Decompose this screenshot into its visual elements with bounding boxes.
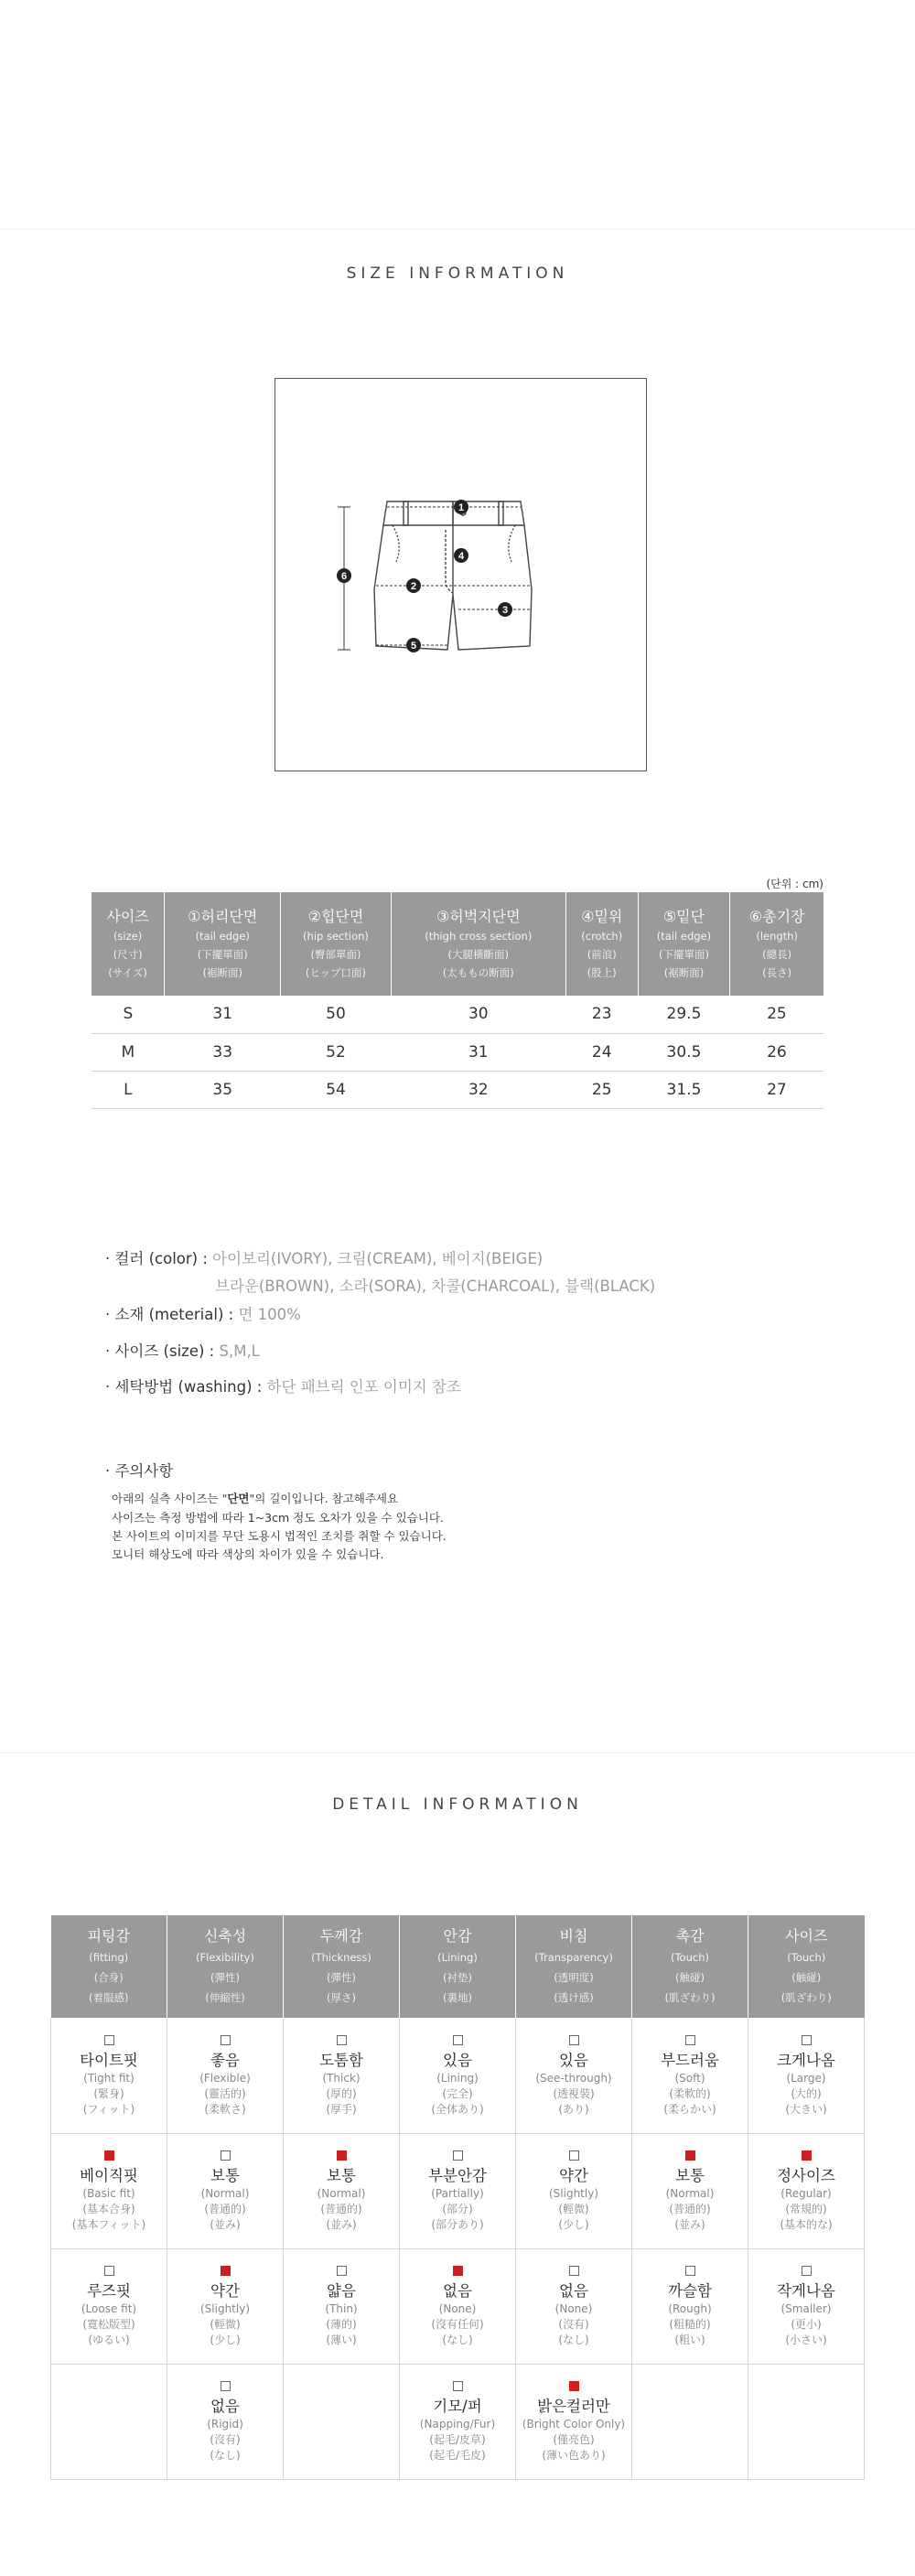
- option-sublabel: (Smaller): [780, 2302, 832, 2315]
- unchecked-box-icon: [104, 2266, 114, 2276]
- table-cell: 33: [165, 1033, 281, 1071]
- notice-title: · 주의사항: [105, 1462, 174, 1480]
- header-size: 사이즈 (size) (尺寸) (サイズ): [92, 892, 165, 996]
- option-sublabel: (薄的): [326, 2318, 357, 2331]
- option-sublabel: (沒有任何): [431, 2318, 484, 2331]
- option-label: 밝은컬러만: [537, 2398, 610, 2415]
- detail-table-row: [51, 2364, 865, 2479]
- option-label: 기모/퍼: [433, 2398, 482, 2415]
- option-sublabel: (Rigid): [207, 2418, 243, 2430]
- header-crotch: ④밑위 (crotch) (前浪) (股上): [565, 892, 638, 996]
- checked-box-icon: [337, 2150, 347, 2161]
- option-sublabel: (起毛/皮草): [429, 2433, 486, 2446]
- table-cell: 30: [391, 996, 565, 1033]
- option-sublabel: (大きい): [785, 2102, 827, 2116]
- marker-4: 4: [458, 551, 465, 562]
- option-sublabel: (輕微): [210, 2318, 241, 2331]
- option-label: 약간: [559, 2167, 588, 2184]
- checked-box-icon: [569, 2381, 579, 2391]
- size-value: S,M,L: [219, 1342, 260, 1360]
- detail-option-cell: [284, 2018, 400, 2133]
- detail-option-cell: [516, 2364, 632, 2479]
- detail-option-cell: [167, 2133, 284, 2248]
- checked-box-icon: [453, 2266, 463, 2276]
- option-sublabel: (薄い): [326, 2333, 357, 2346]
- option-sublabel: (普通的): [669, 2203, 711, 2215]
- detail-option-cell: [748, 2133, 865, 2248]
- option-sublabel: (フィット): [82, 2102, 135, 2116]
- color-value: 아이보리(IVORY), 크림(CREAM), 베이지(BEIGE): [212, 1250, 544, 1267]
- detail-table-row: [51, 2133, 865, 2248]
- option-sublabel: (常規的): [785, 2203, 827, 2215]
- option-label: 보통: [210, 2167, 240, 2184]
- detail-option-cell: [400, 2018, 516, 2133]
- header-flexibility: 신축성 (Flexibility) (彈性) (伸縮性): [167, 1915, 284, 2018]
- marker-5: 5: [410, 641, 417, 652]
- option-sublabel: (粗糙的): [669, 2318, 711, 2331]
- option-label: 루즈핏: [87, 2282, 131, 2300]
- unchecked-box-icon: [685, 2266, 695, 2276]
- option-label: 없음: [443, 2282, 472, 2300]
- option-label: 타이트핏: [80, 2051, 138, 2069]
- option-sublabel: (Normal): [317, 2187, 366, 2200]
- detail-option-cell: [748, 2248, 865, 2364]
- option-sublabel: (Slightly): [548, 2187, 598, 2200]
- option-sublabel: (緊身): [93, 2086, 124, 2100]
- table-cell: S: [92, 996, 165, 1033]
- option-sublabel: (少し): [210, 2333, 241, 2346]
- unchecked-box-icon: [453, 2150, 463, 2161]
- header-fitting: 피팅감 (fitting) (合身) (着服感): [51, 1915, 167, 2018]
- option-label: 없음: [210, 2398, 240, 2415]
- unchecked-box-icon: [337, 2035, 347, 2045]
- detail-option-cell: [400, 2133, 516, 2248]
- option-sublabel: (Basic fit): [82, 2187, 135, 2200]
- unchecked-box-icon: [802, 2266, 812, 2276]
- notice-line-2: 사이즈는 측정 방법에 따라 1~3cm 정도 오차가 있을 수 있습니다.: [112, 1511, 444, 1525]
- option-sublabel: (Thin): [325, 2302, 358, 2315]
- color-info: [105, 1246, 543, 1268]
- detail-option-cell: [400, 2248, 516, 2364]
- unchecked-box-icon: [221, 2035, 231, 2045]
- option-sublabel: (None): [554, 2302, 593, 2315]
- option-sublabel: (完全): [442, 2086, 473, 2100]
- detail-table: [50, 1915, 865, 2480]
- table-cell: 32: [391, 1071, 565, 1108]
- option-label: 도톰함: [319, 2051, 363, 2069]
- option-sublabel: (基本的な): [780, 2218, 833, 2231]
- table-cell: 24: [565, 1033, 638, 1071]
- marker-1: 1: [458, 502, 465, 513]
- option-sublabel: (部分あり): [431, 2218, 484, 2231]
- unchecked-box-icon: [337, 2266, 347, 2276]
- option-sublabel: (輕微): [558, 2203, 589, 2215]
- unit-label: (단위 : cm): [766, 878, 824, 890]
- unchecked-box-icon: [569, 2035, 579, 2045]
- option-label: 보통: [675, 2167, 705, 2184]
- color-value-line2: 브라운(BROWN), 소라(SORA), 차콜(CHARCOAL), 블랙(BLACK): [215, 1277, 656, 1295]
- unchecked-box-icon: [685, 2035, 695, 2045]
- detail-option-cell: [51, 2133, 167, 2248]
- option-sublabel: (See-through): [535, 2071, 612, 2085]
- option-sublabel: (普通的): [320, 2203, 362, 2215]
- unchecked-box-icon: [104, 2035, 114, 2045]
- notice-line-4: 모니터 해상도에 따라 색상의 차이가 있을 수 있습니다.: [112, 1547, 384, 1561]
- detail-option-cell: [167, 2018, 284, 2133]
- option-sublabel: (大的): [791, 2086, 822, 2100]
- option-label: 부드러움: [661, 2051, 719, 2069]
- option-sublabel: (基本合身): [82, 2203, 135, 2215]
- option-sublabel: (Soft): [674, 2071, 705, 2085]
- header-hem: ⑤밑단 (tail edge) (下擺單面) (裾断面): [638, 892, 730, 996]
- size-table-header: [92, 892, 824, 996]
- option-sublabel: (None): [438, 2302, 477, 2315]
- header-transparency: 비침 (Transparency) (透明度) (透け感): [516, 1915, 632, 2018]
- checked-box-icon: [685, 2150, 695, 2161]
- option-sublabel: (Regular): [780, 2187, 832, 2200]
- option-label: 있음: [559, 2051, 588, 2069]
- header-waist: ①허리단면 (tail edge) (下擺單面) (裾断面): [165, 892, 281, 996]
- option-label: 크게나옴: [777, 2051, 835, 2069]
- detail-section-title: DETAIL INFORMATION: [332, 1795, 583, 1814]
- checked-box-icon: [221, 2266, 231, 2276]
- top-divider: [0, 229, 915, 230]
- detail-option-cell: [400, 2364, 516, 2479]
- detail-option-cell: [632, 2018, 748, 2133]
- size-section-title: SIZE INFORMATION: [346, 264, 569, 283]
- color-label: · 컬러 (color) :: [105, 1250, 208, 1267]
- option-sublabel: (柔軟さ): [204, 2102, 246, 2116]
- option-label: 작게나옴: [777, 2282, 835, 2300]
- table-row: [92, 1033, 824, 1071]
- detail-table-header: [51, 1915, 865, 2018]
- marker-3: 3: [501, 605, 509, 616]
- option-sublabel: (薄い色あり): [542, 2449, 606, 2462]
- option-sublabel: (寛松版型): [82, 2318, 135, 2331]
- checked-box-icon: [104, 2150, 114, 2161]
- table-cell: 31: [391, 1033, 565, 1071]
- table-cell: 27: [730, 1071, 824, 1108]
- option-sublabel: (並み): [674, 2218, 705, 2231]
- detail-option-cell: [51, 2018, 167, 2133]
- option-sublabel: (Napping/Fur): [419, 2418, 496, 2430]
- option-sublabel: (Tight fit): [83, 2071, 135, 2085]
- table-cell: 25: [565, 1071, 638, 1108]
- size-info: [105, 1339, 260, 1361]
- option-label: 얇음: [327, 2282, 356, 2300]
- option-sublabel: (少し): [558, 2218, 589, 2231]
- option-label: 부분안감: [428, 2167, 487, 2184]
- option-sublabel: (粗い): [674, 2333, 705, 2346]
- table-cell: 25: [730, 996, 824, 1033]
- option-sublabel: (厚的): [326, 2086, 357, 2100]
- header-size-fit: 사이즈 (Touch) (触碰) (肌ざわり): [748, 1915, 865, 2018]
- detail-option-cell: [632, 2248, 748, 2364]
- option-sublabel: (小さい): [785, 2333, 827, 2346]
- option-sublabel: (普通的): [204, 2203, 246, 2215]
- option-sublabel: (沒有): [558, 2318, 589, 2331]
- option-sublabel: (Slightly): [199, 2302, 250, 2315]
- table-cell: 31: [165, 996, 281, 1033]
- detail-option-cell: [748, 2018, 865, 2133]
- option-sublabel: (更小): [791, 2318, 822, 2331]
- detail-option-cell: [516, 2133, 632, 2248]
- table-cell: M: [92, 1033, 165, 1071]
- detail-table-row: [51, 2018, 865, 2133]
- marker-6: 6: [340, 571, 348, 582]
- option-sublabel: (あり): [558, 2102, 589, 2116]
- material-info: [105, 1302, 301, 1324]
- header-lining: 안감 (Lining) (衬垫) (裏地): [400, 1915, 516, 2018]
- option-label: 정사이즈: [777, 2167, 835, 2184]
- washing-info: [105, 1374, 461, 1396]
- option-sublabel: (Normal): [665, 2187, 715, 2200]
- option-sublabel: (Partially): [431, 2187, 484, 2200]
- detail-option-cell: [167, 2248, 284, 2364]
- option-sublabel: (全体あり): [431, 2102, 484, 2116]
- header-touch: 촉감 (Touch) (触碰) (肌ざわり): [632, 1915, 748, 2018]
- option-sublabel: (厚手): [326, 2102, 357, 2116]
- detail-option-cell: [51, 2364, 167, 2479]
- option-sublabel: (基本フィット): [71, 2218, 146, 2231]
- option-sublabel: (Flexible): [199, 2071, 251, 2085]
- option-sublabel: (僅亮色): [553, 2433, 595, 2446]
- option-sublabel: (なし): [210, 2449, 241, 2462]
- detail-option-cell: [167, 2364, 284, 2479]
- option-label: 까슬함: [668, 2282, 712, 2300]
- table-cell: 30.5: [638, 1033, 730, 1071]
- shorts-size-diagram: [274, 378, 647, 771]
- washing-label: · 세탁방법 (washing) :: [105, 1378, 263, 1396]
- option-sublabel: (Normal): [200, 2187, 250, 2200]
- option-sublabel: (なし): [558, 2333, 589, 2346]
- detail-option-cell: [748, 2364, 865, 2479]
- option-sublabel: (Large): [786, 2071, 826, 2085]
- header-hip: ②힙단면 (hip section) (臀部單面) (ヒップ口面): [281, 892, 391, 996]
- shorts-illustration: [275, 379, 646, 771]
- option-sublabel: (Bright Color Only): [522, 2418, 626, 2430]
- size-label: · 사이즈 (size) :: [105, 1342, 215, 1360]
- option-sublabel: (靈活的): [204, 2086, 246, 2100]
- table-cell: L: [92, 1071, 165, 1108]
- detail-table-row: [51, 2248, 865, 2364]
- table-cell: 29.5: [638, 996, 730, 1033]
- detail-option-cell: [632, 2133, 748, 2248]
- option-label: 없음: [559, 2282, 588, 2300]
- unchecked-box-icon: [453, 2035, 463, 2045]
- table-cell: 52: [281, 1033, 391, 1071]
- option-label: 보통: [327, 2167, 356, 2184]
- table-cell: 23: [565, 996, 638, 1033]
- detail-option-cell: [284, 2133, 400, 2248]
- option-sublabel: (ゆるい): [88, 2333, 130, 2346]
- option-sublabel: (部分): [442, 2203, 473, 2215]
- header-length: ⑥총기장 (length) (總長) (長さ): [730, 892, 824, 996]
- washing-value: 하단 패브릭 인포 이미지 참조: [266, 1378, 461, 1396]
- unchecked-box-icon: [453, 2381, 463, 2391]
- detail-option-cell: [284, 2364, 400, 2479]
- option-label: 있음: [443, 2051, 472, 2069]
- size-table: [92, 892, 824, 1109]
- option-sublabel: (Thick): [322, 2071, 361, 2085]
- table-cell: 50: [281, 996, 391, 1033]
- marker-2: 2: [410, 581, 417, 592]
- table-row: [92, 1071, 824, 1108]
- option-sublabel: (並み): [210, 2218, 241, 2231]
- detail-option-cell: [632, 2364, 748, 2479]
- table-cell: 54: [281, 1071, 391, 1108]
- option-sublabel: (透視裝): [553, 2086, 595, 2100]
- checked-box-icon: [802, 2150, 812, 2161]
- option-label: 약간: [210, 2282, 240, 2300]
- notice-line-1: 아래의 실측 사이즈는 "단면"의 길이입니다. 참고해주세요: [112, 1492, 399, 1505]
- option-sublabel: (起毛/毛皮): [429, 2449, 486, 2462]
- header-thickness: 두께감 (Thickness) (彈性) (厚さ): [284, 1915, 400, 2018]
- unchecked-box-icon: [569, 2266, 579, 2276]
- option-sublabel: (Loose fit): [81, 2302, 137, 2315]
- material-label: · 소재 (meterial) :: [105, 1306, 234, 1323]
- notice-line-3: 본 사이트의 이미지를 무단 도용시 법적인 조치를 취할 수 있습니다.: [112, 1529, 447, 1543]
- unchecked-box-icon: [569, 2150, 579, 2161]
- option-label: 좋음: [210, 2051, 240, 2069]
- detail-option-cell: [516, 2248, 632, 2364]
- detail-option-cell: [516, 2018, 632, 2133]
- header-thigh: ③허벅지단면 (thigh cross section) (大腿橫斷面) (太ももの断面): [391, 892, 565, 996]
- option-sublabel: (沒有): [210, 2433, 241, 2446]
- option-sublabel: (柔軟的): [669, 2086, 711, 2100]
- table-cell: 31.5: [638, 1071, 730, 1108]
- option-sublabel: (Rough): [668, 2302, 712, 2315]
- material-value: 면 100%: [238, 1306, 301, 1323]
- table-cell: 26: [730, 1033, 824, 1071]
- detail-option-cell: [51, 2248, 167, 2364]
- option-sublabel: (柔らかい): [663, 2102, 716, 2116]
- table-row: [92, 996, 824, 1033]
- unchecked-box-icon: [221, 2381, 231, 2391]
- option-label: 베이직핏: [80, 2167, 138, 2184]
- section-divider: [0, 1752, 915, 1753]
- unchecked-box-icon: [221, 2150, 231, 2161]
- detail-option-cell: [284, 2248, 400, 2364]
- option-sublabel: (Lining): [436, 2071, 479, 2085]
- table-cell: 35: [165, 1071, 281, 1108]
- option-sublabel: (並み): [326, 2218, 357, 2231]
- unchecked-box-icon: [802, 2035, 812, 2045]
- option-sublabel: (なし): [442, 2333, 473, 2346]
